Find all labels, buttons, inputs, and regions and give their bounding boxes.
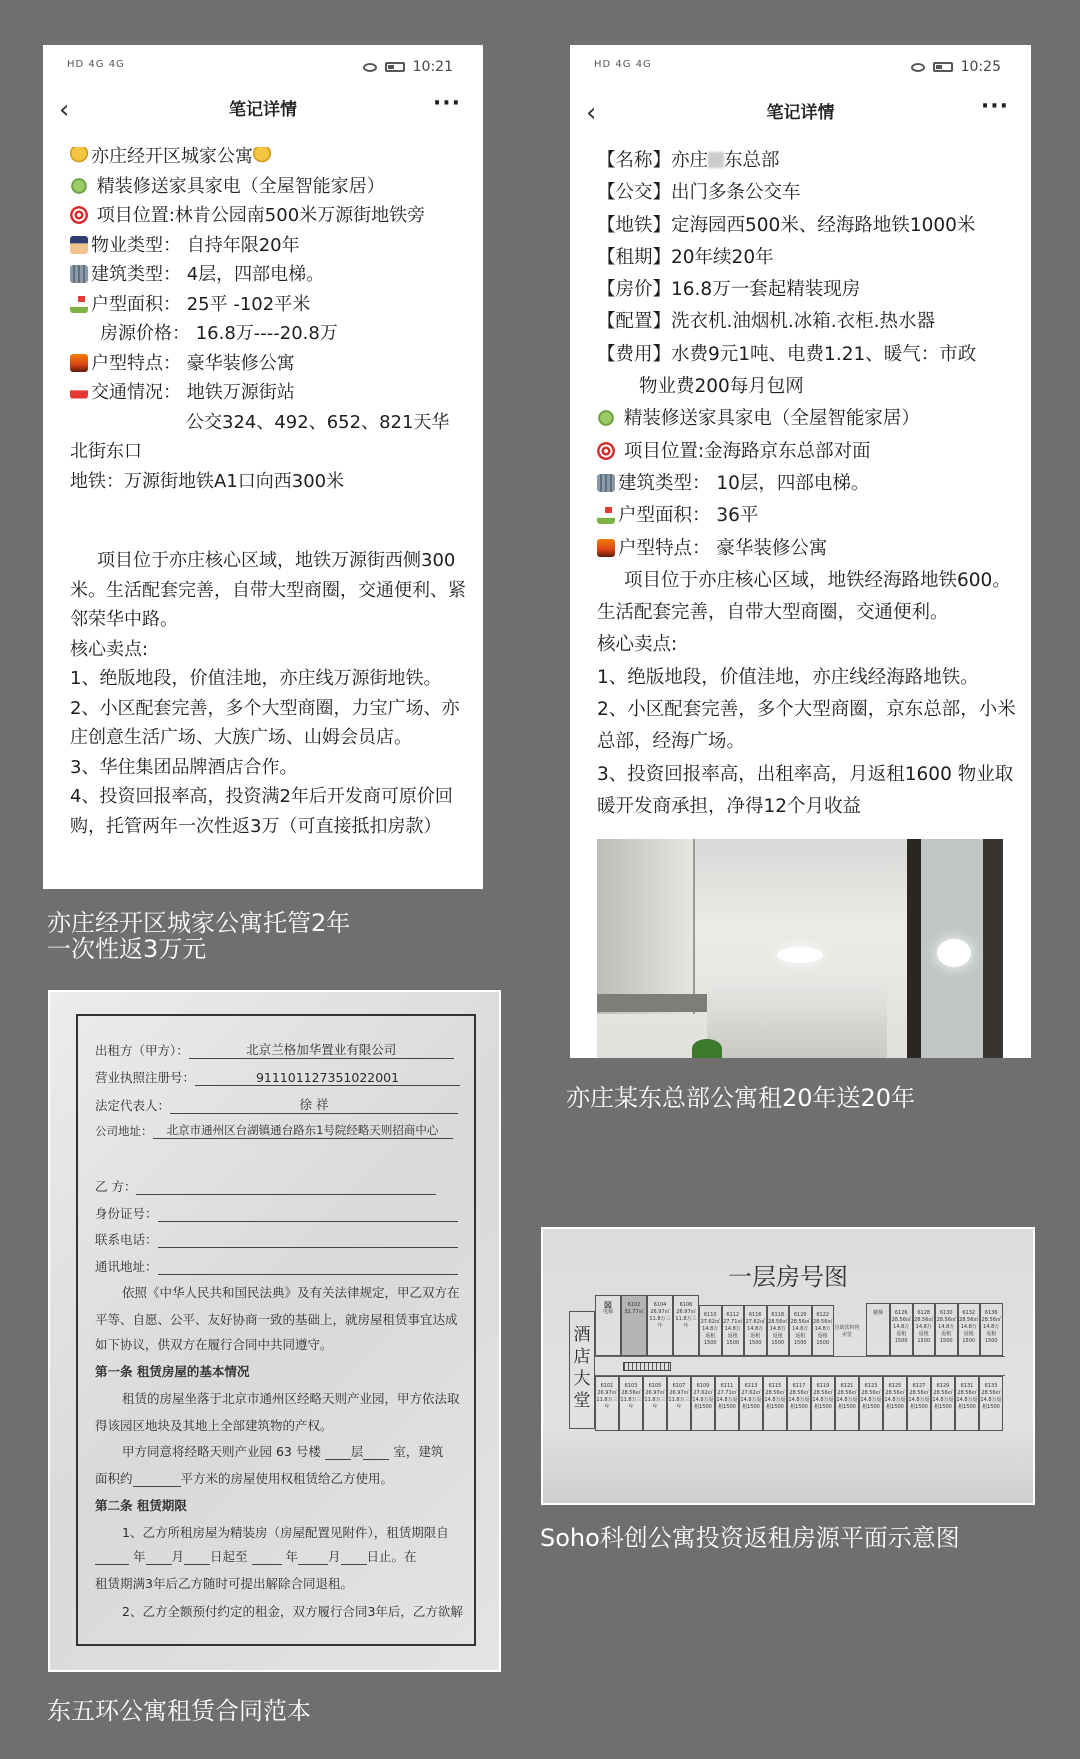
room-number: 6130 [939,1310,953,1316]
contract-text: 面积约 平方米的房屋使用权租赁给乙方使用。 [95,1471,394,1486]
contract-text: 租赁期满3年后乙方随时可提出解除合同退租。 [95,1576,353,1591]
field-lease: 【租期】20年续20年 [597,246,774,268]
selling-point: 3、投资回报率高，出租率高，月返租1600 物业取暖开发商承担，净得12个月收益 [597,763,1014,817]
lease-contract-photo [48,990,501,1672]
room-info: 28.56㎡ 14.8万返租1500 [788,1390,810,1410]
room-number: 6125 [888,1383,902,1389]
room-row-top-left [595,1295,699,1356]
room-info: 26.97㎡ 11.8万三年 [675,1309,697,1329]
contract-text: 1、乙方所租房屋为精装房（房屋配置见附件），租赁期限自 [122,1525,449,1540]
room-6101 [595,1376,619,1431]
room-6130 [935,1303,958,1356]
room-6121 [835,1376,859,1431]
room-info: 32.77㎡ [624,1309,644,1315]
room-number: 6113 [744,1383,758,1389]
room-row-top-mid [699,1305,834,1356]
room-info: 28.56㎡ 14.8万返租1500 [908,1390,930,1410]
lessee-row: 乙 方： [95,1177,436,1195]
apartment-interior-photo [597,839,1003,1058]
room-number: 6136 [984,1310,998,1316]
room-info: 26.97㎡ 11.8万三年 [649,1309,671,1329]
room-number: 6132 [962,1310,976,1316]
field-price: 【房价】16.8万一套起精装现房 [597,279,861,301]
room-number: 6107 [672,1383,686,1389]
room-number: 6127 [912,1383,926,1389]
field-config: 【配置】洗衣机.油烟机.冰箱.衣柜.热水器 [597,311,936,333]
room-info: 28.56㎡ 14.8万返租1500 [956,1390,978,1410]
rep-row: 法定代表人： 徐 祥 [95,1095,458,1114]
ceiling-lamp [777,947,823,963]
note-body [70,142,469,841]
room-6125 [883,1376,907,1431]
room-6103 [619,1376,643,1431]
room-number: 6129 [936,1383,950,1389]
stair-bar [623,1362,671,1371]
floor-plan-photo [541,1227,1035,1505]
room-number: 6103 [624,1383,638,1389]
room-number: 6105 [648,1383,662,1389]
room-6136 [980,1303,1003,1356]
target-icon [597,442,615,460]
clock: 10:21 [412,59,453,75]
room-number: 6118 [771,1312,785,1318]
battery-icon [933,62,953,72]
room-6110 [699,1305,722,1356]
room-info: 28.56㎡ 14.8万返租1500 [836,1390,858,1410]
note-line: 建筑类型： 4层，四部电梯。 [70,260,469,290]
caption-floor-plan: Soho科创公寓投资返租房源平面示意图 [540,1524,960,1552]
note-line: 地铁：万源街地铁A1口向西300米 [70,470,345,492]
room-6107 [667,1376,691,1431]
room-number: 6122 [816,1312,830,1318]
room-info: 28.56㎡ 14.8万返租1500 [959,1317,979,1344]
room-6132 [958,1303,981,1356]
sunset-icon [70,354,88,372]
room-number: 6115 [768,1383,782,1389]
contract-text: 年 月 日起至 年 月 日止。在 [95,1547,417,1565]
selling-point: 3、华住集团品牌酒店合作。 [70,756,298,778]
note-line: 房源价格： 16.8万----20.8万 [100,323,338,344]
building-icon [597,474,615,492]
room-6118 [767,1305,790,1356]
room-6133 [979,1376,1003,1431]
vending-area: 自助饮料售卖堂 [834,1325,860,1338]
room-6128 [913,1303,936,1356]
sunset-icon [597,539,615,557]
status-bar [594,59,1001,79]
room-6111 [715,1376,739,1431]
room-info: 28.56㎡ 14.8万返租1500 [932,1390,954,1410]
target-icon [70,206,88,224]
selling-point: 2、小区配套完善，多个大型商圈，力宝广场、亦庄创意生活广场、大族广场、山姆会员店。 [70,697,460,748]
note-line: 精装修送家具家电（全屋智能家居） [597,403,1017,435]
selling-point: 2、小区配套完善，多个大型商圈，京东总部，小米总部，经海广场。 [597,699,1016,753]
caption-contract: 东五环公寓租赁合同范本 [47,1697,311,1725]
room-info: 28.56㎡ 14.8万返租1500 [812,1390,834,1410]
room-info: 28.56㎡ 14.8万返租1500 [764,1390,786,1410]
id-row: 身份证号： [95,1204,458,1222]
room-6116 [744,1305,767,1356]
note-line: 公交324、492、652、821天华 [186,411,450,433]
room-number: 6102 [627,1302,641,1308]
contract-text: 平等、自愿、公平、友好协商一致的基础上，就房屋租赁事宜达成 [95,1312,458,1327]
hotel-lobby: 酒店大堂 [569,1311,595,1429]
note-line: 项目位置:金海路京东总部对面 [597,436,1017,468]
room-number: 6123 [864,1383,878,1389]
note-screenshot-jd-hq [570,45,1031,1058]
signal-icon: HD 4G 4G [67,59,125,70]
license-row: 营业执照注册号： 911101127351022001 [95,1068,460,1086]
status-bar [67,59,453,79]
caption-chengjia: 亦庄经开区城家公寓托管2年 一次性返3万元 [47,909,351,963]
selling-point: 4、投资回报率高，投资满2年后开发商可原价回购，托管两年一次性返3万（可直接抵扣房款） [70,786,453,837]
address-row: 公司地址： 北京市通州区台湖镇通台路东1号院经略天则招商中心 [95,1122,453,1139]
leaf-icon [70,177,88,195]
page-title: 笔记详情 [229,100,297,120]
trophy-icon [70,147,88,165]
room-info: 28.56㎡ 14.8万返租1500 [914,1317,934,1344]
clock: 10:25 [960,59,1001,75]
room-number: 6110 [703,1312,717,1318]
field-subway: 【地铁】定海园西500米、经海路地铁1000米 [597,214,976,236]
room-6115 [763,1376,787,1431]
room-info: 28.56㎡ 11.8万三年 [620,1390,642,1410]
room-6113 [739,1376,763,1431]
room-number: 6101 [600,1383,614,1389]
contract-text: 甲方同意将经略天则产业园 63 号楼 层 室，建筑 [122,1444,444,1459]
room-info: 27.62㎡ 14.8万返租1500 [700,1319,720,1346]
room-row-bottom [595,1376,1003,1431]
room-info: 26.97㎡ 11.8万三年 [644,1390,666,1410]
room-number: 6128 [917,1310,931,1316]
eye-icon [911,63,925,72]
redacted-mark [708,152,724,168]
room-info: 28.56㎡ 14.8万返租1500 [813,1319,833,1346]
room-info: 27.71㎡ 14.8万返租1500 [716,1390,738,1410]
note-line: 户型面积： 25平 -102平米 [70,290,469,320]
note-line: 户型面积： 36平 [597,500,1017,532]
room-info: 28.56㎡ 14.8万返租1500 [936,1317,956,1344]
note-line: 户型特点： 豪华装修公寓 [597,533,1017,565]
room-number: 6109 [696,1383,710,1389]
contract-text: 依照《中华人民共和国民法典》及有关法律规定，甲乙双方在 [122,1285,460,1300]
field-fees-cont: 物业费200每月包网 [639,376,804,398]
room-6119 [811,1376,835,1431]
floor-plan-title: 一层房号图 [728,1263,848,1291]
phone-row: 联系电话： [95,1230,458,1248]
note-line: 建筑类型： 10层，四部电梯。 [597,468,1017,500]
contract-text: 2、乙方全额预付约定的租金，双方履行合同3年后，乙方欲解 [122,1604,463,1619]
note-line: 亦庄经开区城家公寓 [70,142,469,172]
room-info: 27.62㎡ 14.8万返租1500 [692,1390,714,1410]
room-number: 6117 [792,1383,806,1389]
room-number: 6112 [726,1312,740,1318]
leaf-icon [597,409,615,427]
back-button[interactable]: ‹ [586,98,597,128]
contract-text: 租赁的房屋坐落于北京市通州区经略天则产业园，甲方依法取 [122,1391,460,1406]
field-name: 【名称】亦庄 东总部 [597,150,780,171]
room-6112 [722,1305,745,1356]
lessor-row: 出租方（甲方）： 北京兰格加华置业有限公司 [95,1040,454,1059]
room-6131 [955,1376,979,1431]
contract-text: 如下协议，供双方在履行合同中共同遵守。 [95,1337,333,1352]
note-line: 北街东口 [70,441,142,462]
trophy-icon [253,147,271,165]
battery-icon [385,62,405,72]
room-6104 [647,1295,673,1356]
selling-points-title: 核心卖点: [70,638,149,660]
room-6106 [673,1295,699,1356]
stairs: 楼梯 [866,1303,890,1356]
room-info: 27.71㎡ 14.8万返租1500 [723,1319,743,1346]
room-number: 6119 [816,1383,830,1389]
car-icon [70,383,88,401]
room-info: 28.56㎡ 14.8万返租1500 [891,1317,911,1344]
elevator-icon: ⊠ [603,1300,613,1311]
room-6102 [621,1295,647,1356]
golf-flag-icon [70,295,88,313]
room-6127 [907,1376,931,1431]
back-button[interactable]: ‹ [59,95,70,125]
mail-row: 通讯地址： [95,1257,458,1275]
selling-point: 1、绝版地段，价值洼地，亦庄线经海路地铁。 [597,666,979,688]
room-6120 [789,1305,812,1356]
room-6109 [691,1376,715,1431]
room-number: 6111 [720,1383,734,1389]
more-options-button[interactable]: ··· [432,91,461,116]
room-info: 28.56㎡ 14.8万返租1500 [980,1390,1002,1410]
page-title: 笔记详情 [766,103,835,123]
nav-bar [570,94,1031,130]
room-6123 [859,1376,883,1431]
room-info: 26.97㎡ 11.8万三年 [596,1390,618,1410]
room-number: 6106 [679,1302,693,1308]
room-number: 6126 [894,1310,908,1316]
more-options-button[interactable]: ··· [980,94,1009,119]
room-6126 [890,1303,913,1356]
contract-text: 得该园区地块及其地上全部建筑物的产权。 [95,1418,333,1433]
room-info: 28.56㎡ 14.8万返租1500 [860,1390,882,1410]
room-info: 27.62㎡ 14.8万返租1500 [745,1319,765,1346]
room-number: 6104 [653,1302,667,1308]
room-number: 6116 [748,1312,762,1318]
room-6117 [787,1376,811,1431]
room-6105 [643,1376,667,1431]
note-line: 项目位置:林肯公园南500米万源街地铁旁 [70,201,469,231]
building-icon [70,265,88,283]
room-6122 [812,1305,835,1356]
field-fees: 【费用】水费9元1吨、电费1.21、暖气：市政 [597,343,977,365]
room-number: 6131 [960,1383,974,1389]
room-info: 28.56㎡ 14.8万返租1500 [768,1319,788,1346]
article-1-title: 第一条 租赁房屋的基本情况 [95,1364,250,1379]
note-screenshot-yizhuang-chengjia [43,45,483,889]
note-body [597,145,1017,823]
note-line: 精装修送家具家电（全屋智能家居） [70,172,469,202]
room-info: 26.97㎡ 11.8万三年 [668,1390,690,1410]
note-line: 交通情况： 地铁万源街站 [70,378,469,408]
golf-flag-icon [597,506,615,524]
note-paragraph: 项目位于亦庄核心区域，地铁万源街西侧300米。生活配套完善，自带大型商圈，交通便利、紧邻荣华中路。 [70,550,466,630]
room-number: 6120 [793,1312,807,1318]
note-paragraph: 项目位于亦庄核心区域，地铁经海路地铁600。生活配套完善，自带大型商圈，交通便利。 [597,569,1011,624]
room-number: 6133 [984,1383,998,1389]
eye-icon [363,63,377,72]
elevator: ⊠ 电梯 [595,1295,621,1356]
room-number: 6121 [840,1383,854,1389]
signal-icon: HD 4G 4G [594,59,652,70]
room-info: 28.56㎡ 14.8万返租1500 [981,1317,1001,1344]
room-6129 [931,1376,955,1431]
caption-jd-hq: 亦庄某东总部公寓租20年送20年 [566,1084,916,1112]
note-line: 物业类型： 自持年限20年 [70,231,469,261]
guard-icon [70,236,88,254]
note-line: 户型特点： 豪华装修公寓 [70,349,469,379]
room-row-top-right [866,1303,1003,1356]
room-info: 28.56㎡ 14.8万返租1500 [790,1319,810,1346]
nav-bar [43,91,483,127]
field-bus: 【公交】出门多条公交车 [597,182,801,204]
article-2-title: 第二条 租赁期限 [95,1498,187,1513]
room-info: 27.62㎡ 14.8万返租1500 [740,1390,762,1410]
room-info: 28.56㎡ 14.8万返租1500 [884,1390,906,1410]
selling-point: 1、绝版地段，价值洼地，亦庄线万源街地铁。 [70,668,442,689]
selling-points-title: 核心卖点: [597,634,678,656]
